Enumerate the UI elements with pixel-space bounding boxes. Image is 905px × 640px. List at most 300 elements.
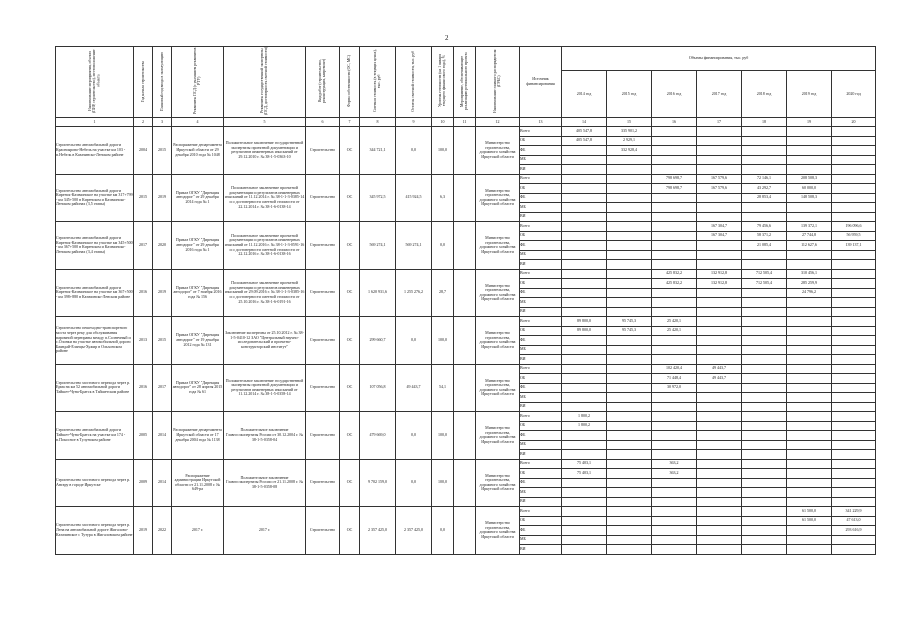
remaining-cost: 0,0 [396,459,432,507]
funding-value [652,345,697,355]
funding-value: 75 403,1 [562,469,607,479]
funding-source: ВИ [520,307,562,317]
funding-value [562,298,607,308]
funding-value [832,374,876,384]
work-type: Строительство [306,317,340,365]
funding-value [607,165,652,175]
funding-value: 58 371,2 [742,231,787,241]
start-year: 2009 [134,459,153,507]
end-year: 2020 [153,222,172,270]
header-year: 2014 год [562,71,607,118]
funding-value [832,288,876,298]
funding-value [607,469,652,479]
funding-source: ФБ [520,288,562,298]
table-row [56,412,876,422]
funding-value [832,421,876,431]
header-expertise: Реквизиты государственной экспертизы (ПСД, достоверность сметной стоимости) [224,47,306,118]
funding-value [697,165,742,175]
funding-value: 285 259,9 [787,279,832,289]
funding-source: ВИ [520,212,562,222]
column-index-row [56,118,876,127]
funding-source: МБ [520,345,562,355]
funding-value [742,469,787,479]
funding-value [607,212,652,222]
funding-value [742,507,787,517]
ownership: ОС [340,222,360,270]
funding-value [787,317,832,327]
funding-value: 293 616,9 [832,526,876,536]
funding-value [742,545,787,555]
readiness-level: 100,0 [432,127,454,175]
funding-value [562,374,607,384]
remaining-cost: 0,0 [396,317,432,365]
funding-source: Всего [520,127,562,137]
funding-source: МБ [520,535,562,545]
funding-value [697,545,742,555]
expertise-details: Положительное заключение проектной документации и результатов инженерных изысканий от 11.12.2014 г. № 38-1-1-3-0385-14 и о достоверности сметной стоимости от 22.12.2014 г. № 38-1-6-0138-14 [224,174,306,222]
start-year: 2005 [134,412,153,460]
column-index: 19 [787,118,832,127]
header-end-year: Плановый год ввода в эксплуатацию [153,47,172,118]
funding-value: 167 579,6 [697,174,742,184]
funding-value [832,165,876,175]
column-index: 12 [476,118,520,127]
funding-value: 71 448,4 [652,374,697,384]
funding-value [562,288,607,298]
funding-value: 61 500,0 [787,507,832,517]
funding-value [742,146,787,156]
funding-value: 56 959,5 [832,231,876,241]
funding-value [607,374,652,384]
funding-value [607,459,652,469]
funding-value: 75 403,1 [562,459,607,469]
funding-value [832,440,876,450]
funding-value [742,212,787,222]
funding-value [832,412,876,422]
start-year: 2013 [134,317,153,365]
funding-value: 47 613,0 [832,516,876,526]
funding-source: МБ [520,155,562,165]
project-flag [454,507,476,555]
funding-value [607,222,652,232]
grbs-name: Министерство строительства, дорожного хозяйства Иркутской области [476,127,520,175]
funding-value [697,478,742,488]
funding-source: ФБ [520,146,562,156]
funding-value [832,136,876,146]
remaining-cost: 0,0 [396,412,432,460]
funding-value: 363,2 [652,469,697,479]
psd-details: 2017 г. [172,507,224,555]
ownership: ОС [340,507,360,555]
start-year: 2004 [134,127,153,175]
funding-value [697,459,742,469]
header-ownership: Форма собственности (ОС, МС) [340,47,360,118]
funding-value [832,307,876,317]
expertise-details: Положительное заключение Главгосэкспертизы России от 30.12.2004 г. № 38-1-5-0358-04 [224,412,306,460]
funding-source: Всего [520,459,562,469]
column-index: 11 [454,118,476,127]
funding-value [832,488,876,498]
funding-value [787,374,832,384]
funding-value [832,459,876,469]
funding-source: ВИ [520,402,562,412]
column-index: 3 [153,118,172,127]
funding-value [652,136,697,146]
funding-value: 24 796,2 [787,288,832,298]
funding-value [607,184,652,194]
funding-value [742,260,787,270]
expertise-details: 2017 г. [224,507,306,555]
project-name: Строительство автомобильной дороги Тайшет-Чуна-Братск на участке км 174 - п.Покосное в Тулунском районе [56,412,134,460]
end-year: 2014 [153,459,172,507]
funding-value [742,535,787,545]
estimated-cost: 9 702 159,0 [360,459,396,507]
ownership: ОС [340,317,360,365]
funding-value [832,431,876,441]
end-year: 2015 [153,127,172,175]
funding-value [562,155,607,165]
psd-details: Приказ ОГКУ "Дирекция автодорог" от 19 декабря 2012 года № 131 [172,317,224,365]
funding-source: ВИ [520,497,562,507]
funding-value [787,127,832,137]
ownership: ОС [340,459,360,507]
psd-details: Приказ ОГКУ "Дирекция автодорог" от 29 декабря 2014 года № 1 [172,174,224,222]
funding-value [787,488,832,498]
funding-value [697,516,742,526]
column-index: 10 [432,118,454,127]
funding-value: 30 972,0 [652,383,697,393]
column-index: 15 [607,118,652,127]
funding-value: 208 508,3 [787,174,832,184]
funding-value: 49 443,7 [697,374,742,384]
grbs-name: Министерство строительства, дорожного хозяйства Иркутской области [476,269,520,317]
funding-value [832,393,876,403]
header-year: 2017 год [697,71,742,118]
funding-value [832,402,876,412]
funding-value [832,212,876,222]
end-year: 2019 [153,174,172,222]
project-name: Строительство мостового перехода через р. Лена на автомобильной дороге Жигалово-Казачинское с Тутура в Жигаловском районе [56,507,134,555]
funding-value [787,355,832,365]
project-flag [454,317,476,365]
funding-source: ФБ [520,478,562,488]
project-name: Строительство автомобильной дороги Красноярово-Небель на участке км 103 - п.Небель в Казачинско-Ленском районе [56,127,134,175]
funding-value: 49 443,7 [697,364,742,374]
column-index: 2 [134,118,153,127]
page-number: 2 [445,34,449,42]
funding-value [652,421,697,431]
funding-value [787,431,832,441]
start-year: 2015 [134,174,153,222]
funding-value [697,440,742,450]
funding-source: МБ [520,298,562,308]
funding-source: ОБ [520,374,562,384]
funding-value [787,203,832,213]
funding-value [787,469,832,479]
funding-source: МБ [520,203,562,213]
funding-value [742,250,787,260]
funding-value [742,421,787,431]
funding-value [742,288,787,298]
funding-value: 425 832,2 [652,269,697,279]
funding-value [742,298,787,308]
expertise-details: Положительное заключение Главгосэкспертизы России от 21.11.2008 г. № 38-1-5-0358-08 [224,459,306,507]
funding-value [562,507,607,517]
funding-value [832,184,876,194]
funding-value [787,260,832,270]
funding-value [652,241,697,251]
project-flag [454,174,476,222]
funding-source: ОБ [520,469,562,479]
funding-value [607,488,652,498]
funding-value [607,440,652,450]
remaining-cost: 0,0 [396,127,432,175]
funding-value [652,516,697,526]
funding-value [607,250,652,260]
column-index: 1 [56,118,134,127]
funding-source: МБ [520,250,562,260]
funding-value [607,336,652,346]
funding-value [562,355,607,365]
table-row [56,364,876,374]
funding-value: 798 698,7 [652,184,697,194]
remaining-cost: 1 255 276,2 [396,269,432,317]
project-name: Строительство автомобильной дороги Киренск-Казачинское на участке км 367+500 - км 398+880 в Казачинско-Ленском районе [56,269,134,317]
start-year: 2017 [134,222,153,270]
header-source: Источник финансирования [520,47,562,118]
project-flag [454,127,476,175]
funding-value [652,402,697,412]
funding-value: 167 579,6 [697,184,742,194]
column-index: 9 [396,118,432,127]
funding-value [832,279,876,289]
grbs-name: Министерство строительства, дорожного хозяйства Иркутской области [476,364,520,412]
funding-value [832,260,876,270]
funding-source: Всего [520,222,562,232]
funding-value [832,469,876,479]
funding-value [787,545,832,555]
funding-value [787,535,832,545]
funding-value [697,155,742,165]
funding-source: ОБ [520,326,562,336]
readiness-level: 100,0 [432,459,454,507]
funding-value [652,450,697,460]
funding-value [607,412,652,422]
funding-value [787,326,832,336]
funding-value [697,431,742,441]
header-readiness: Уровень готовности (на 1 января текущего финансового года), % [432,47,454,118]
funding-value [652,222,697,232]
funding-value [697,326,742,336]
funding-source: Всего [520,269,562,279]
funding-value [742,336,787,346]
funding-value [652,497,697,507]
funding-value: 1 800,2 [562,412,607,422]
table-row [56,507,876,517]
funding-value [652,298,697,308]
funding-value [697,355,742,365]
funding-value [607,355,652,365]
column-index: 18 [742,118,787,127]
funding-value [697,212,742,222]
project-flag [454,269,476,317]
project-name: Строительство пешеходно-транспортного моста через реку для обслуживания паромной переправы между п.Солнечный и с.Олонки на участке автомобильной дороги Баяндай-Еланцы-Хужир в Ольхонском районе [56,317,134,365]
funding-value [697,497,742,507]
funding-value [607,497,652,507]
funding-value [562,478,607,488]
funding-value [697,260,742,270]
funding-value [742,497,787,507]
start-year: 2016 [134,269,153,317]
estimated-cost: 569 274,1 [360,222,396,270]
table-row [56,222,876,232]
funding-value [607,231,652,241]
funding-value [652,412,697,422]
funding-value [562,402,607,412]
funding-value [832,450,876,460]
funding-value [607,241,652,251]
funding-value [742,326,787,336]
estimated-cost: 344 721,1 [360,127,396,175]
funding-value [652,478,697,488]
funding-value [742,431,787,441]
funding-value [742,488,787,498]
column-index: 6 [306,118,340,127]
funding-value [652,545,697,555]
funding-value [832,155,876,165]
funding-value [652,231,697,241]
remaining-cost: 569 274,1 [396,222,432,270]
readiness-level: 100,0 [432,412,454,460]
funding-value [652,336,697,346]
funding-value [652,507,697,517]
funding-value [832,336,876,346]
funding-value [607,393,652,403]
funding-value [742,402,787,412]
expertise-details: Заключение экспертизы от 25.10.2012 г. № 38-1-5-0410-12 ЗАО "Центральный научно-исследовательский и проектно-конструкторский институт" [224,317,306,365]
funding-value [607,203,652,213]
funding-value [652,146,697,156]
end-year: 2017 [153,364,172,412]
column-index: 8 [360,118,396,127]
grbs-name: Министерство строительства, дорожного хозяйства Иркутской области [476,459,520,507]
funding-value [697,250,742,260]
funding-value [562,497,607,507]
funding-value [697,146,742,156]
funding-source: ВИ [520,355,562,365]
funding-value [652,488,697,498]
work-type: Строительство [306,507,340,555]
expertise-details: Положительное заключение государственной экспертизы проектной документации и результатов инженерных изысканий от 29.12.2010 г. № 38-1-5-0363-10 [224,127,306,175]
funding-source: ОБ [520,516,562,526]
psd-details: Распоряжение департамента Иркутской области от 29 декабря 2010 года № 1048 [172,127,224,175]
funding-value [652,526,697,536]
end-year: 2019 [153,269,172,317]
table-row [56,317,876,327]
readiness-level: 54,1 [432,364,454,412]
grbs-name: Министерство строительства, дорожного хозяйства Иркутской области [476,412,520,460]
funding-value [607,516,652,526]
funding-value [742,516,787,526]
funding-value [787,393,832,403]
funding-value [787,364,832,374]
funding-source: ВИ [520,260,562,270]
funding-value [787,383,832,393]
header-year: 2016 год [652,71,697,118]
table-row [56,269,876,279]
header-year: 2019 год [787,71,832,118]
funding-value [562,250,607,260]
funding-value: 405 547,8 [562,127,607,137]
readiness-level: 28,7 [432,269,454,317]
funding-source: ВИ [520,165,562,175]
funding-value [652,203,697,213]
funding-value [787,450,832,460]
funding-value: 95 745,3 [607,317,652,327]
project-flag [454,364,476,412]
funding-value [742,383,787,393]
funding-value [607,535,652,545]
header-cost: Сметная стоимость (в текущих ценах), тыс. руб [360,47,396,118]
funding-value [652,393,697,403]
funding-value [787,497,832,507]
funding-value [562,440,607,450]
funding-value: 25 420,1 [652,326,697,336]
readiness-level: 6,3 [432,174,454,222]
grbs-name: Министерство строительства, дорожного хозяйства Иркутской области [476,222,520,270]
funding-value [652,212,697,222]
funding-value [742,450,787,460]
funding-source: ОБ [520,184,562,194]
funding-value [562,241,607,251]
header-name: Наименование мероприятия, объекта (ПИР, строительство), местоположение объекта [56,47,134,118]
remaining-cost: 49 443,7 [396,364,432,412]
funding-value [607,402,652,412]
funding-value [562,450,607,460]
funding-value [832,203,876,213]
funding-value: 79 456,6 [742,222,787,232]
funding-value [697,507,742,517]
header-year: 2015 год [607,71,652,118]
header-project: Мероприятие, обеспечивающее реализацию регионального проекта [454,47,476,118]
funding-value [787,307,832,317]
funding-value [607,545,652,555]
funding-value [697,383,742,393]
column-index: 13 [520,118,562,127]
psd-details: Приказ ОГКУ "Дирекция автодорог" от 7 ноября 2016 года № 156 [172,269,224,317]
column-index: 17 [697,118,742,127]
funding-value: 25 420,1 [652,317,697,327]
funding-source: Всего [520,174,562,184]
funding-value: 60 000,0 [787,184,832,194]
grbs-name: Министерство строительства, дорожного хозяйства Иркутской области [476,507,520,555]
funding-value [742,355,787,365]
funding-value [562,184,607,194]
funding-source: ОБ [520,231,562,241]
readiness-level: 100,0 [432,317,454,365]
funding-value: 1 800,2 [562,421,607,431]
funding-value [697,317,742,327]
funding-value [562,231,607,241]
funding-value [562,222,607,232]
funding-value [607,193,652,203]
header-year: 2020 год [832,71,876,118]
funding-value [787,250,832,260]
funding-value: 89 800,0 [562,317,607,327]
funding-value: 310 456,1 [787,269,832,279]
readiness-level: 0,0 [432,507,454,555]
funding-value [787,165,832,175]
